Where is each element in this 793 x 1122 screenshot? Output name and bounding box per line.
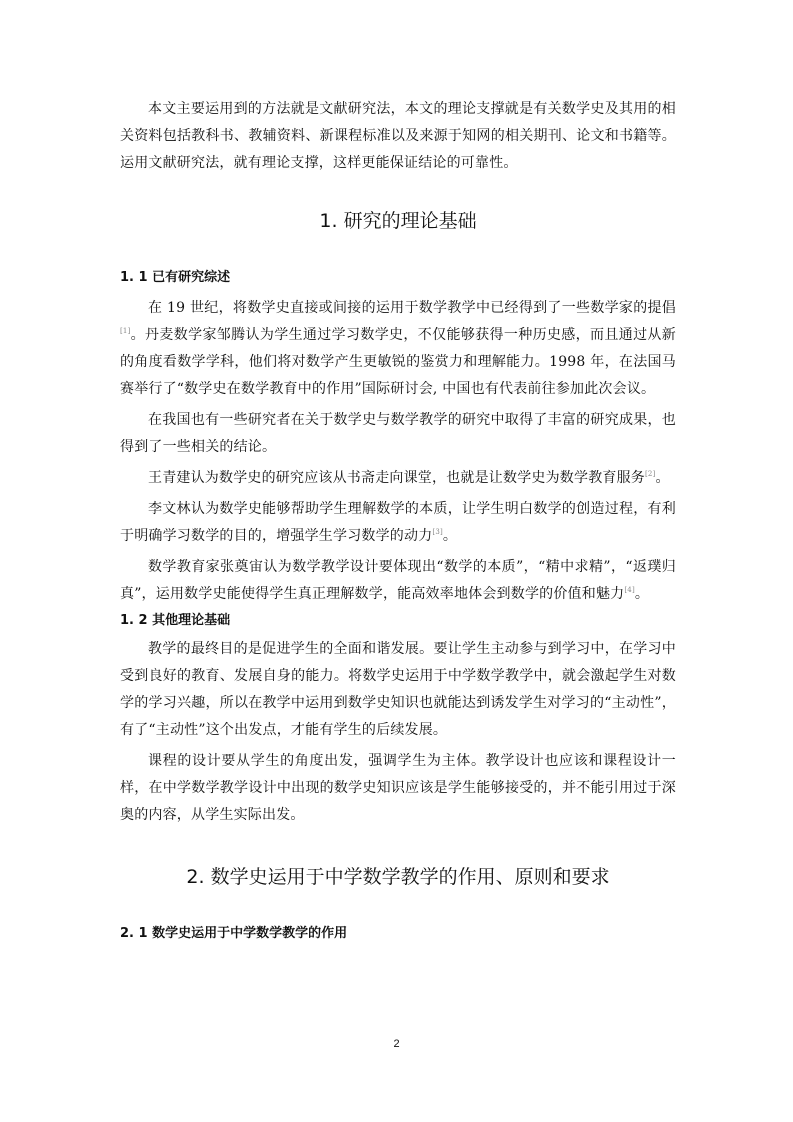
chapter-1-title: 1. 研究的理论基础	[319, 210, 477, 232]
page-number: 2	[393, 1038, 400, 1050]
section-2-1-heading: 2. 1 数学史运用于中学数学教学的作用	[120, 926, 348, 941]
paragraph-wang-qingjian: 王青建认为数学史的研究应该从书斋走向课堂，也就是让数学史为数学教育服务[2]。	[148, 470, 670, 486]
paragraph-19th-century: 在 19 世纪，将数学史直接或间接的运用于数学教学中已经得到了一些数学家的提倡[1]。丹麦数学家邹腾认为学生通过学习数学史，不仅能够获得一种历史感，而且通过从新的角度看数学学科，他们将对数学产生更敏锐的鉴赏力和理解能力。1998 年，在法国马赛举行了“数学史在数学教育中的作用”国际研讨会, 中国也有代表前往参加此次会议。	[120, 300, 676, 397]
citation-4: [4]	[624, 586, 635, 594]
document-page	[120, 96, 676, 947]
section-1-1-heading: 1. 1 已有研究综述	[120, 270, 231, 285]
citation-1: [1]	[120, 327, 131, 335]
paragraph-zhang-dianzhou: 数学教育家张奠宙认为数学教学设计要体现出“数学的本质”，“精中求精”，“返璞归真”，运用数学史能使得学生真正理解数学，能高效率地体会到数学的价值和魅力[4]。	[120, 559, 676, 602]
paragraph-li-wenlin: 李文林认为数学史能够帮助学生理解数学的本质，让学生明白数学的创造过程，有利于明确学习数学的目的，增强学生学习数学的动力[3]。	[120, 501, 676, 544]
citation-2: [2]	[645, 470, 656, 478]
chapter-2-title: 2. 数学史运用于中学数学教学的作用、原则和要求	[186, 866, 610, 888]
paragraph-teaching-goal: 教学的最终目的是促进学生的全面和谐发展。要让学生主动参与到学习中，在学习中受到良好的教育、发展自身的能力。将数学史运用于中学数学教学中，就会激起学生对数学的学习兴趣，所以在教学中运用到数学史知识也就能达到诱发学生对学习的“主动性”，有了“主动性”这个出发点，才能有学生的后续发展。	[120, 641, 676, 738]
paragraph-course-design: 课程的设计要从学生的角度出发，强调学生为主体。教学设计也应该和课程设计一样，在中学数学教学设计中出现的数学史知识应该是学生能够接受的，并不能引用过于深奥的内容，从学生实际出发。	[120, 753, 676, 823]
section-1-2-heading: 1. 2 其他理论基础	[120, 613, 231, 628]
intro-paragraph: 本文主要运用到的方法就是文献研究法，本文的理论支撑就是有关数学史及其用的相关资料包括教科书、教辅资料、新课程标准以及来源于知网的相关期刊、论文和书籍等。运用文献研究法，就有理论支撑，这样更能保证结论的可靠性。	[120, 101, 676, 171]
citation-3: [3]	[432, 528, 443, 536]
paragraph-domestic-research: 在我国也有一些研究者在关于数学史与数学教学的研究中取得了丰富的研究成果，也得到了一些相关的结论。	[120, 412, 676, 455]
